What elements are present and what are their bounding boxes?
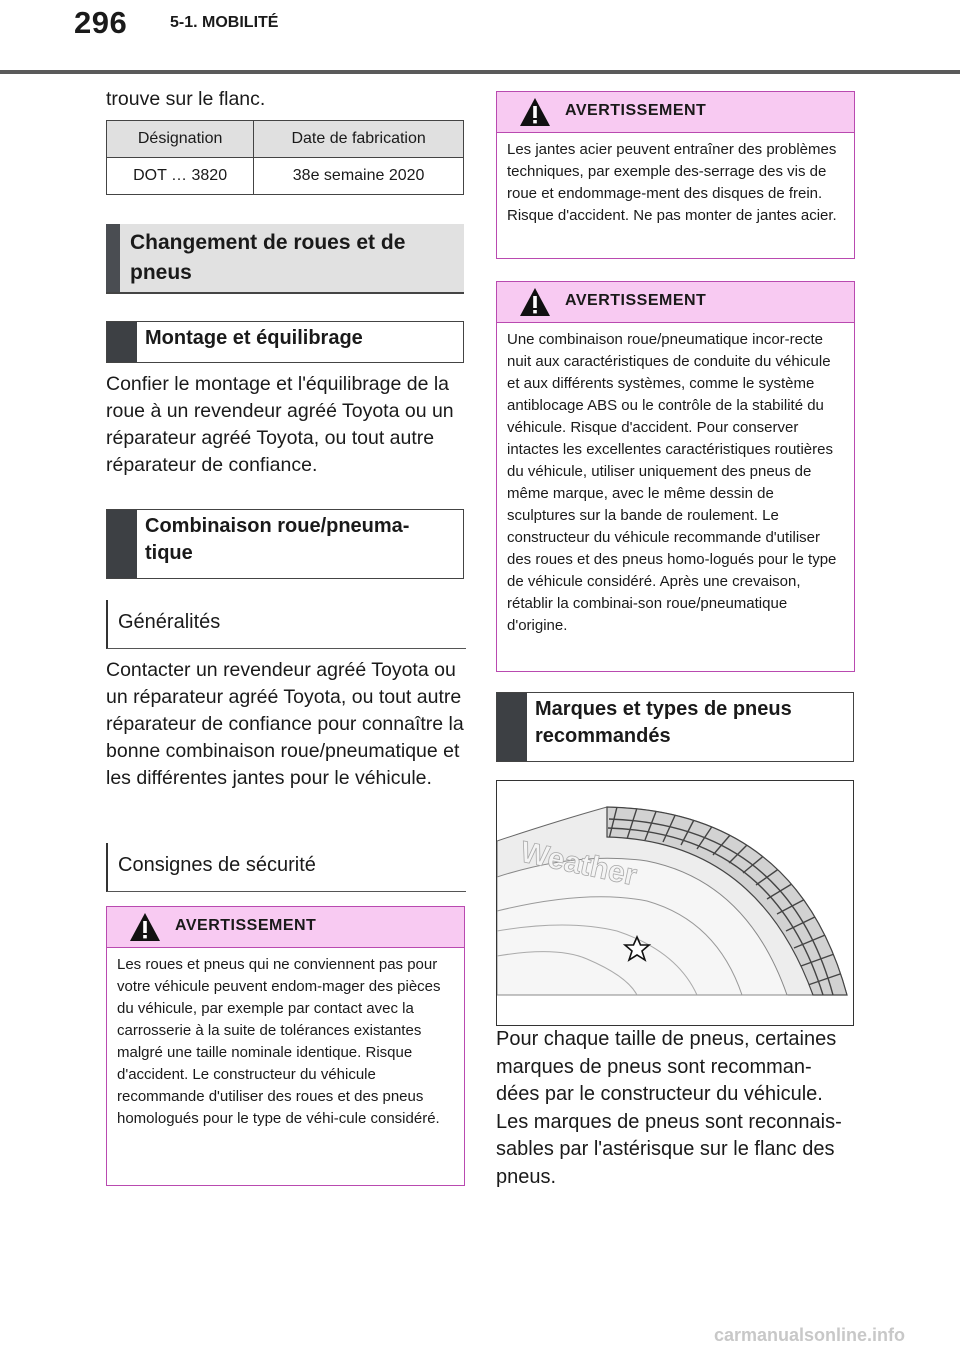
combinaison-heading <box>106 509 464 579</box>
page-number: 296 <box>74 5 128 40</box>
warning-text: Les jantes acier peuvent entraîner des problèmes techniques, par exemple des-serrage des vis de roue et endommage-ment des disques de frein. Risque d'accident. Ne pas monter de jantes acier. <box>507 141 837 224</box>
section-heading <box>106 224 464 294</box>
date-table-wrap <box>106 120 464 195</box>
table-header-cell: Date de fabrication <box>254 121 464 158</box>
section-title: Changement de roues et de pneus <box>130 231 406 284</box>
warning-header <box>107 907 464 948</box>
tire-illustration <box>496 780 854 1026</box>
consignes-heading <box>106 843 466 892</box>
montage-text: Confier le montage et l'équilibrage de la roue à un revendeur agréé Toyota ou un réparateur agréé Toyota, ou tout autre réparateur de confiance. <box>106 373 454 476</box>
tire-sidewall-text: Weather <box>517 835 640 893</box>
header-rule <box>0 70 960 74</box>
combinaison-title: Combinaison roue/pneuma- tique <box>145 515 410 564</box>
montage-heading <box>106 321 464 363</box>
generalites-heading <box>106 600 466 649</box>
intro-text: trouve sur le flanc. <box>106 88 266 110</box>
warning-triangle-icon <box>519 97 551 127</box>
generalites-text: Contacter un revendeur agréé Toyota ou un réparateur agréé Toyota, ou tout autre réparateur de confiance pour connaître la bonne combinaison roue/pneumatique et les différentes jantes pour le véhicule. <box>106 659 464 789</box>
warning-box-combination <box>496 281 855 672</box>
marques-title: Marques et types de pneus recommandés <box>535 698 792 747</box>
tire-drawing <box>497 781 853 1025</box>
table-header-row <box>107 121 464 158</box>
warning-triangle-icon <box>129 912 161 942</box>
marques-text: Pour chaque taille de pneus, certaines marques de pneus sont recomman-dées par le constructeur du véhicule. Les marques de pneus sont reconnais-sables par l'astérisque sur le flanc des pneus. <box>496 1028 842 1188</box>
table-cell: 38e semaine 2020 <box>254 158 464 195</box>
warning-title: AVERTISSEMENT <box>565 292 707 309</box>
warning-box-wheels <box>106 906 465 1186</box>
warning-header <box>497 92 854 133</box>
warning-text: Les roues et pneus qui ne conviennent pas pour votre véhicule peuvent endom-mager des pièces du véhicule, par exemple par contact avec la carrosserie à la suite de tolérances existantes malgré une taille nominale identique. Risque d'accident. Le constructeur du véhicule recommande d'utiliser des roues et des pneus homologués pour le type de véhi-cule considéré. <box>117 956 441 1127</box>
date-table <box>106 120 464 195</box>
warning-text: Une combinaison roue/pneumatique incor-recte nuit aux caractéristiques de conduite du véhicule et aux différents systèmes, comme le système antiblocage ABS ou le contrôle de la stabilité du véhicule. Risque d'accident. Pour conserver intactes les excellentes caractéristiques routières du véhicule, utiliser uniquement des pneus de même marque, avec le même dessin de sculptures sur la bande de roulement. Le constructeur du véhicule recommande d'utiliser des roues et des pneus homo-logués pour le type de véhicule considéré. Après une crevaison, rétablir la combinai-son roue/pneumatique d'origine. <box>507 331 837 634</box>
consignes-title: Consignes de sécurité <box>118 854 316 876</box>
table-cell: DOT … 3820 <box>107 158 254 195</box>
warning-header <box>497 282 854 323</box>
table-row <box>107 158 464 195</box>
warning-box-steel-rims <box>496 91 855 259</box>
watermark: carmanualsonline.info <box>714 1325 906 1345</box>
table-header-cell: Désignation <box>107 121 254 158</box>
section-label: 5-1. MOBILITÉ <box>170 14 279 31</box>
marques-heading <box>496 692 854 762</box>
warning-title: AVERTISSEMENT <box>175 917 317 934</box>
generalites-title: Généralités <box>118 611 221 633</box>
warning-triangle-icon <box>519 287 551 317</box>
montage-title: Montage et équilibrage <box>145 327 363 349</box>
warning-title: AVERTISSEMENT <box>565 102 707 119</box>
